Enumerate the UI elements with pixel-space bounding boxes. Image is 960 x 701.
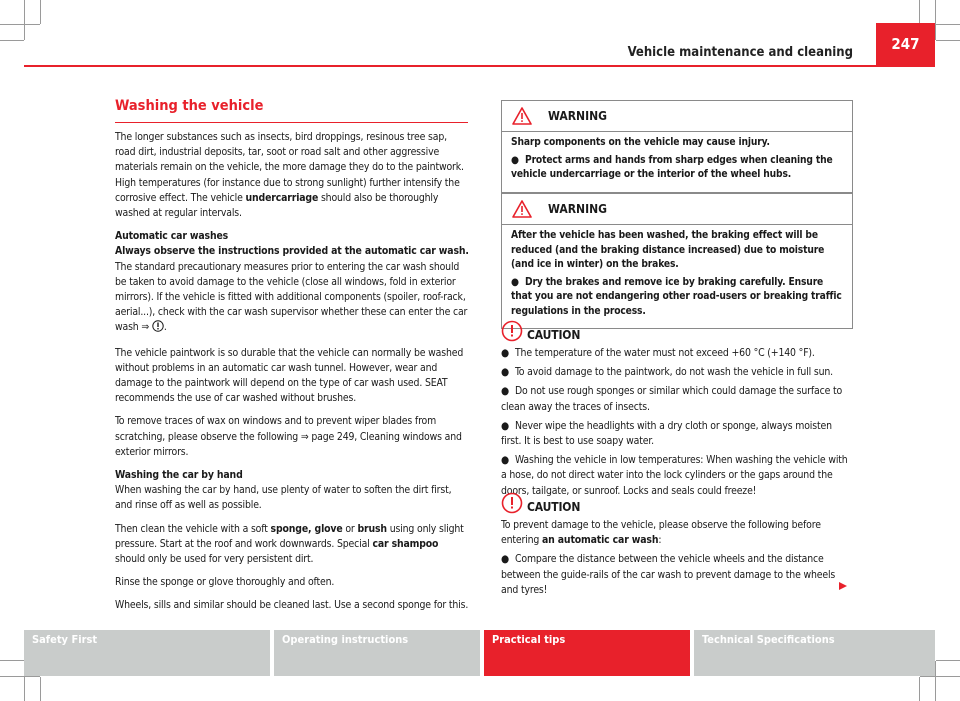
paragraph: Wheels, sills and similar should be cleaned last. Use a second sponge for this.: [115, 599, 469, 612]
warning-title: WARNING: [548, 202, 607, 216]
section-title: Washing the vehicle: [115, 98, 264, 114]
paragraph-page-link[interactable]: To remove traces of wax on windows and to prevent wiper blades from scratching, please observe the following ⇒ page 249, Cleaning windows and exterior mirrors.: [115, 415, 462, 458]
warning-triangle-icon: [512, 200, 532, 218]
caution-block: [501, 494, 853, 602]
crop-mark: [920, 676, 960, 677]
warning-header: [502, 194, 852, 225]
crop-mark: [919, 677, 920, 701]
crop-mark: [40, 0, 41, 24]
running-header-title: Vehicle maintenance and cleaning: [627, 45, 853, 60]
subheading-automatic: Automatic car washes: [115, 230, 229, 243]
bullet-icon: ●: [511, 154, 519, 166]
caution-block: [501, 322, 853, 503]
caution-exclamation-icon: [501, 492, 523, 514]
paragraph: Then clean the vehicle with a soft sponge, glove or brush using only slight pressure. Start at the roof and work downwards. Special car shampoo should only be used for very persistent dirt.: [115, 522, 464, 566]
paragraph: The vehicle paintwork is so durable that the vehicle can normally be washed without problems in an automatic car wash tunnel. However, wear and damage to the paintwork will depend on the type of car wash used. SEAT recommends the use of car washed without brushes.: [115, 346, 464, 405]
caution-header: [501, 494, 853, 518]
caution-exclamation-icon: [501, 320, 523, 342]
crop-mark: [935, 0, 936, 40]
crop-mark: [24, 0, 25, 40]
crop-mark: [0, 40, 24, 41]
tab-practical-tips[interactable]: Practical tips: [484, 630, 690, 676]
paragraph: Always observe the instructions provided at the automatic car wash. The standard precautionary measures prior to entering the car wash should be taken to avoid damage to the vehicle (close all windows, fold in exterior mirrors). If the vehicle is fitted with additional components (spoiler, roof-rack, aerial...), check with the car wash supervisor whether these can enter the car wash ⇒ .: [115, 244, 470, 337]
subheading-by-hand: Washing the car by hand: [115, 469, 243, 482]
warning-text: Sharp components on the vehicle may cause injury.: [511, 137, 770, 148]
crop-mark: [0, 24, 40, 25]
page-number: 247: [876, 23, 935, 65]
bullet-icon: ●: [501, 366, 510, 379]
warning-header: [502, 101, 852, 132]
caution-header: [501, 322, 853, 346]
caution-bullet: ● The temperature of the water must not exceed +60 °C (+140 °F).: [501, 346, 853, 361]
warning-triangle-icon: [512, 107, 532, 125]
caution-bullet: ● To avoid damage to the paintwork, do not wash the vehicle in full sun.: [501, 365, 853, 380]
section-rule: [115, 122, 468, 123]
caution-bullet: ● Do not use rough sponges or similar which could damage the surface to clean away the traces of insects.: [501, 385, 843, 413]
tab-operating-instructions[interactable]: Operating instructions: [274, 630, 480, 676]
caution-title: CAUTION: [527, 328, 581, 342]
paragraph: When washing the car by hand, use plenty of water to soften the dirt first, and rinse off as well as possible.: [115, 484, 452, 512]
continue-arrow-icon[interactable]: [838, 576, 848, 595]
crop-mark: [40, 677, 41, 701]
warning-text: After the vehicle has been washed, the braking effect will be reduced (and the braking distance increased) due to moisture (and ice in winter) on the brakes.: [511, 230, 825, 270]
caution-bullet: ● Never wipe the headlights with a dry cloth or sponge, always moisten first. It is best to use soapy water.: [501, 419, 832, 448]
warning-box: [501, 193, 853, 329]
crop-mark: [0, 660, 24, 661]
caution-bullet: ● Compare the distance between the vehicle wheels and the distance between the guide-rails of the car wash to prevent damage to the wheels and tyres!: [501, 553, 836, 596]
crop-mark: [936, 660, 960, 661]
tab-safety-first[interactable]: Safety First: [24, 630, 270, 676]
caution-title: CAUTION: [527, 500, 581, 514]
left-column: [115, 130, 470, 622]
bullet-icon: ●: [501, 553, 510, 566]
crop-mark: [0, 676, 40, 677]
caution-bullet: ● Washing the vehicle in low temperatures: When washing the vehicle with a hose, do not direct water into the lock cylinders or the gaps around the doors, tailgate, or sunroof. Locks and seals could freeze!: [501, 454, 848, 497]
bullet-icon: ●: [501, 347, 510, 359]
warning-box: [501, 100, 853, 193]
caution-reference-icon[interactable]: [152, 320, 164, 337]
caution-text: To prevent damage to the vehicle, please observe the following before entering an automatic car wash:: [501, 519, 821, 547]
warning-bullet: ● Dry the brakes and remove ice by braking carefully. Ensure that you are not endangering other road-users or breaking traffic regulations in the process.: [511, 276, 842, 317]
crop-mark: [935, 661, 936, 701]
warning-title: WARNING: [548, 109, 607, 123]
crop-mark: [936, 40, 960, 41]
bullet-icon: ●: [501, 454, 510, 467]
header-rule: [24, 65, 935, 67]
bullet-icon: ●: [511, 276, 519, 288]
paragraph: The longer substances such as insects, bird droppings, resinous tree sap, road dirt, industrial deposits, tar, soot or road salt and other aggressive materials remain on the vehicle, the more damage they do to the paintwork. High temperatures (for instance due to strong sunlight) further intensify the corrosive effect. The vehicle undercarriage should also be thoroughly washed at regular intervals.: [115, 131, 464, 220]
tab-technical-specifications[interactable]: Technical Specifications: [694, 630, 935, 676]
crop-mark: [919, 0, 920, 24]
warning-bullet: ● Protect arms and hands from sharp edges when cleaning the vehicle undercarriage or the interior of the wheel hubs.: [511, 154, 833, 180]
bullet-icon: ●: [501, 419, 510, 432]
paragraph: Rinse the sponge or glove thoroughly and often.: [115, 576, 335, 589]
footer-nav: [24, 630, 935, 676]
bullet-icon: ●: [501, 385, 510, 398]
